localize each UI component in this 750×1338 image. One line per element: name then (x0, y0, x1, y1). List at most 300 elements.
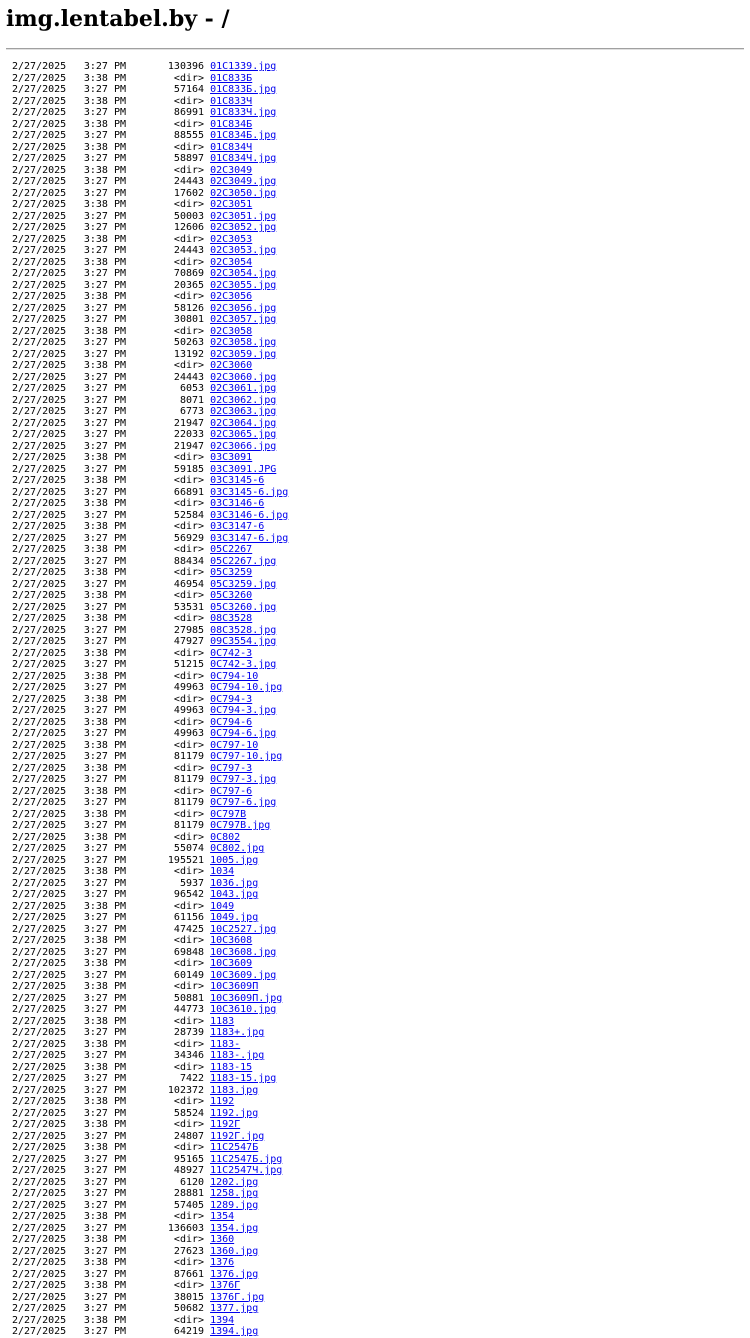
list-item (12, 326, 742, 338)
list-item (12, 728, 742, 740)
entry-link[interactable]: 03C3147-6.jpg (210, 532, 289, 544)
list-item (12, 1073, 742, 1085)
entry-date: 2/27/2025 (12, 854, 67, 866)
list-item (12, 395, 742, 407)
entry-link[interactable]: 01C833Б.jpg (210, 84, 277, 95)
list-item (12, 280, 742, 292)
entry-link[interactable]: 02C3065.jpg (210, 429, 277, 440)
entry-link[interactable]: 02C3064.jpg (210, 417, 277, 429)
entry-link[interactable]: 05C2267.jpg (210, 555, 277, 567)
entry-time: 3:27 PM (83, 176, 127, 187)
entry-link[interactable]: 1376.jpg (210, 1268, 259, 1280)
entry-link[interactable]: 02C3051.jpg (210, 210, 277, 222)
entry-time: 3:27 PM (83, 992, 127, 1004)
entry-link[interactable]: 0C797-10 (210, 739, 259, 751)
entry-date: 2/27/2025 (12, 1211, 67, 1222)
entry-date: 2/27/2025 (12, 624, 67, 636)
entry-time: 3:27 PM (83, 302, 127, 314)
entry-link[interactable]: 02C3058.jpg (210, 337, 277, 348)
entry-link[interactable]: 02C3053.jpg (210, 245, 277, 256)
entry-time: 3:27 PM (83, 797, 127, 808)
entry-date: 2/27/2025 (12, 843, 67, 854)
entry-link[interactable]: 1183.jpg (210, 1084, 259, 1096)
entry-size: 96542 (173, 889, 205, 900)
entry-size: <dir> (173, 866, 205, 877)
entry-time: 3:27 PM (83, 532, 127, 544)
list-item (12, 487, 742, 499)
entry-link[interactable]: 01C833Ч (210, 95, 253, 107)
entry-date: 2/27/2025 (12, 1027, 67, 1038)
entry-date: 2/27/2025 (12, 360, 67, 371)
entry-size: 81179 (173, 797, 205, 808)
entry-time: 3:27 PM (83, 1222, 127, 1234)
entry-link[interactable]: 02C3059.jpg (210, 348, 277, 360)
entry-link[interactable]: 11C2547Б (210, 1142, 259, 1153)
entry-link[interactable]: 02C3050.jpg (210, 187, 277, 199)
list-item (12, 1085, 742, 1097)
list-item (12, 993, 742, 1005)
entry-time: 3:38 PM (83, 647, 127, 659)
entry-date: 2/27/2025 (12, 774, 67, 785)
list-item (12, 1119, 742, 1131)
entry-link[interactable]: 1036.jpg (210, 877, 259, 889)
entry-date: 2/27/2025 (12, 923, 67, 935)
list-item (12, 636, 742, 648)
entry-link[interactable]: 02C3049.jpg (210, 176, 277, 187)
entry-link[interactable]: 0C797-3 (210, 762, 253, 774)
list-item (12, 1234, 742, 1246)
entry-date: 2/27/2025 (12, 463, 67, 475)
entry-link[interactable]: 02C3053 (210, 233, 253, 245)
entry-link[interactable]: 0C794-3.jpg (210, 705, 277, 716)
list-item (12, 73, 742, 85)
entry-time: 3:27 PM (83, 1107, 127, 1119)
entry-link[interactable]: 01C1339.jpg (210, 61, 277, 72)
list-item (12, 947, 742, 959)
entry-time: 3:38 PM (83, 935, 127, 946)
entry-time: 3:27 PM (83, 601, 127, 613)
entry-link[interactable]: 02C3057.jpg (210, 314, 277, 325)
entry-link[interactable]: 1394.jpg (210, 1326, 259, 1337)
entry-size: 8071 (179, 394, 205, 406)
entry-size: <dir> (173, 1061, 205, 1073)
entry-time: 3:27 PM (83, 1130, 127, 1142)
list-item (12, 648, 742, 660)
entry-link[interactable]: 1049.jpg (210, 912, 259, 923)
entry-link[interactable]: 01C834Б.jpg (210, 130, 277, 141)
list-item (12, 958, 742, 970)
entry-size: 49963 (173, 728, 205, 739)
entry-time: 3:27 PM (83, 1188, 127, 1199)
list-item (12, 475, 742, 487)
entry-date: 2/27/2025 (12, 417, 67, 429)
entry-link[interactable]: 05C3260.jpg (210, 601, 277, 613)
entry-time: 3:27 PM (83, 486, 127, 498)
entry-time: 3:27 PM (83, 659, 127, 670)
list-item (12, 1280, 742, 1292)
list-item (12, 682, 742, 694)
entry-link[interactable]: 1183-15.jpg (210, 1073, 277, 1084)
entry-size: 50263 (173, 337, 205, 348)
entry-link[interactable]: 1192Г (210, 1119, 241, 1130)
entry-date: 2/27/2025 (12, 555, 67, 567)
entry-link[interactable]: 05C3259 (210, 567, 253, 578)
entry-time: 3:38 PM (83, 256, 127, 268)
entry-link[interactable]: 10C3609.jpg (210, 969, 277, 981)
entry-time: 3:27 PM (83, 222, 127, 233)
entry-date: 2/27/2025 (12, 785, 67, 797)
entry-time: 3:38 PM (83, 1211, 127, 1222)
list-item (12, 452, 742, 464)
entry-size: 24443 (173, 245, 205, 256)
entry-link[interactable]: 1394 (210, 1314, 235, 1326)
entry-link[interactable]: 0C797-6 (210, 785, 253, 797)
list-item (12, 843, 742, 855)
entry-link[interactable]: 1049 (210, 900, 235, 912)
entry-link[interactable]: 1376Г.jpg (210, 1291, 265, 1303)
list-item (12, 1165, 742, 1177)
entry-time: 3:27 PM (83, 946, 127, 958)
entry-link[interactable]: 09C3554.jpg (210, 636, 277, 647)
entry-link[interactable]: 0C802 (210, 831, 241, 843)
list-item (12, 441, 742, 453)
entry-link[interactable]: 10C3608 (210, 935, 253, 946)
entry-link[interactable]: 1192.jpg (210, 1107, 259, 1119)
entry-size: <dir> (173, 1119, 205, 1130)
entry-link[interactable]: 03C3145-6 (210, 475, 265, 486)
entry-date: 2/27/2025 (12, 1165, 67, 1176)
entry-link[interactable]: 05C3260 (210, 590, 253, 601)
entry-link[interactable]: 05C2267 (210, 544, 253, 555)
entry-time: 3:38 PM (83, 1061, 127, 1073)
entry-size: <dir> (173, 1015, 205, 1027)
entry-time: 3:27 PM (83, 1176, 127, 1188)
entry-link[interactable]: 01C833Б (210, 72, 253, 84)
entry-date: 2/27/2025 (12, 394, 67, 406)
entry-size: <dir> (173, 1314, 205, 1326)
entry-time: 3:27 PM (83, 1245, 127, 1257)
entry-link[interactable]: 1183+.jpg (210, 1027, 265, 1038)
entry-size: 5937 (179, 877, 205, 889)
entry-link[interactable]: 02C3058 (210, 325, 253, 337)
entry-link[interactable]: 10C2527.jpg (210, 923, 277, 935)
list-item (12, 257, 742, 269)
entry-link[interactable]: 03C3145-6.jpg (210, 486, 289, 498)
entry-time: 3:38 PM (83, 360, 127, 371)
entry-link[interactable]: 1360 (210, 1234, 235, 1245)
entry-size: 61156 (173, 912, 205, 923)
entry-link[interactable]: 03C3146-6 (210, 498, 265, 509)
list-item (12, 671, 742, 683)
entry-size: <dir> (173, 452, 205, 463)
entry-time: 3:38 PM (83, 475, 127, 486)
entry-date: 2/27/2025 (12, 164, 67, 176)
list-item (12, 924, 742, 936)
entry-time: 3:27 PM (83, 1027, 127, 1038)
entry-size: 58897 (173, 153, 205, 164)
entry-link[interactable]: 1376Г (210, 1280, 241, 1291)
entry-size: 27623 (173, 1245, 205, 1257)
entry-link[interactable]: 01C833Ч.jpg (210, 107, 277, 118)
entry-link[interactable]: 1360.jpg (210, 1245, 259, 1257)
list-item (12, 1142, 742, 1154)
entry-link[interactable]: 10C3609 (210, 958, 253, 969)
entry-link[interactable]: 10C3609П.jpg (210, 992, 283, 1004)
entry-time: 3:38 PM (83, 785, 127, 797)
entry-date: 2/27/2025 (12, 935, 67, 946)
entry-size: <dir> (173, 233, 205, 245)
entry-link[interactable]: 1183 (210, 1015, 235, 1027)
entry-time: 3:38 PM (83, 670, 127, 682)
entry-link[interactable]: 0C794-6 (210, 716, 253, 728)
entry-link[interactable]: 1005.jpg (210, 854, 259, 866)
entry-link[interactable]: 0C797-6.jpg (210, 797, 277, 808)
entry-date: 2/27/2025 (12, 233, 67, 245)
entry-size: 102372 (167, 1084, 205, 1096)
entry-link[interactable]: 01C834Б (210, 118, 253, 130)
entry-link[interactable]: 02C3062.jpg (210, 394, 277, 406)
entry-link[interactable]: 02C3054 (210, 256, 253, 268)
entry-size: <dir> (173, 118, 205, 130)
entry-link[interactable]: 0C742-3 (210, 647, 253, 659)
entry-date: 2/27/2025 (12, 1050, 67, 1061)
entry-date: 2/27/2025 (12, 314, 67, 325)
entry-link[interactable]: 02C3060.jpg (210, 371, 277, 383)
entry-size: 56929 (173, 532, 205, 544)
entry-date: 2/27/2025 (12, 831, 67, 843)
entry-time: 3:27 PM (83, 877, 127, 889)
entry-size: 44773 (173, 1004, 205, 1015)
entry-link[interactable]: 1034 (210, 866, 235, 877)
entry-link[interactable]: 1377.jpg (210, 1303, 259, 1314)
entry-size: <dir> (173, 325, 205, 337)
entry-time: 3:27 PM (83, 1004, 127, 1015)
entry-link[interactable]: 10C3608.jpg (210, 946, 277, 958)
entry-link[interactable]: 10C3610.jpg (210, 1004, 277, 1015)
entry-size: 21947 (173, 440, 205, 452)
entry-size: 60149 (173, 969, 205, 981)
entry-size: 69848 (173, 946, 205, 958)
entry-time: 3:27 PM (83, 509, 127, 521)
entry-link[interactable]: 01C834Ч (210, 141, 253, 153)
list-item (12, 222, 742, 234)
entry-link[interactable]: 1354.jpg (210, 1222, 259, 1234)
list-item (12, 855, 742, 867)
entry-size: <dir> (173, 613, 205, 624)
list-item (12, 1131, 742, 1143)
entry-link[interactable]: 02C3055.jpg (210, 279, 277, 291)
entry-date: 2/27/2025 (12, 256, 67, 268)
entry-size: 58524 (173, 1107, 205, 1119)
entry-date: 2/27/2025 (12, 728, 67, 739)
entry-size: 195521 (167, 854, 205, 866)
list-item (12, 820, 742, 832)
divider (6, 48, 744, 50)
entry-date: 2/27/2025 (12, 636, 67, 647)
entry-date: 2/27/2025 (12, 245, 67, 256)
list-item (12, 786, 742, 798)
entry-size: 130396 (167, 61, 205, 72)
list-item (12, 1315, 742, 1327)
entry-link[interactable]: 0C794-3 (210, 693, 253, 705)
entry-time: 3:27 PM (83, 383, 127, 394)
list-item (12, 1004, 742, 1016)
entry-link[interactable]: 1258.jpg (210, 1188, 259, 1199)
entry-time: 3:27 PM (83, 153, 127, 164)
entry-date: 2/27/2025 (12, 291, 67, 302)
entry-link[interactable]: 03C3147-6 (210, 521, 265, 532)
entry-link[interactable]: 0C794-10 (210, 670, 259, 682)
entry-date: 2/27/2025 (12, 1245, 67, 1257)
entry-link[interactable]: 02C3049 (210, 164, 253, 176)
list-item (12, 866, 742, 878)
entry-time: 3:38 PM (83, 544, 127, 555)
entry-link[interactable]: 05C3259.jpg (210, 578, 277, 590)
entry-size: <dir> (173, 567, 205, 578)
list-item (12, 303, 742, 315)
entry-link[interactable]: 1289.jpg (210, 1199, 259, 1211)
entry-size: <dir> (173, 498, 205, 509)
entry-date: 2/27/2025 (12, 199, 67, 210)
list-item (12, 418, 742, 430)
entry-time: 3:27 PM (83, 268, 127, 279)
list-item (12, 705, 742, 717)
entry-time: 3:38 PM (83, 1096, 127, 1107)
entry-date: 2/27/2025 (12, 337, 67, 348)
entry-size: 70869 (173, 268, 205, 279)
entry-date: 2/27/2025 (12, 1188, 67, 1199)
entry-link[interactable]: 02C3066.jpg (210, 440, 277, 452)
entry-time: 3:38 PM (83, 233, 127, 245)
entry-date: 2/27/2025 (12, 1130, 67, 1142)
list-item (12, 1154, 742, 1166)
entry-link[interactable]: 0C794-10.jpg (210, 682, 283, 693)
list-item (12, 797, 742, 809)
entry-size: 88555 (173, 130, 205, 141)
list-item (12, 337, 742, 349)
entry-link[interactable]: 0C797В.jpg (210, 820, 271, 831)
entry-link[interactable]: 02C3054.jpg (210, 268, 277, 279)
entry-link[interactable]: 1376 (210, 1257, 235, 1268)
entry-link[interactable]: 0C802.jpg (210, 843, 265, 854)
entry-time: 3:38 PM (83, 958, 127, 969)
entry-date: 2/27/2025 (12, 1084, 67, 1096)
entry-link[interactable]: 11C2547Б.jpg (210, 1153, 283, 1165)
entry-link[interactable]: 02C3061.jpg (210, 383, 277, 394)
entry-link[interactable]: 01C834Ч.jpg (210, 153, 277, 164)
list-item (12, 1200, 742, 1212)
entry-size: 49963 (173, 705, 205, 716)
entry-time: 3:27 PM (83, 187, 127, 199)
entry-link[interactable]: 0C794-6.jpg (210, 728, 277, 739)
entry-link[interactable]: 08C3528 (210, 613, 253, 624)
entry-link[interactable]: 03C3091.JPG (210, 463, 277, 475)
list-item (12, 935, 742, 947)
entry-date: 2/27/2025 (12, 440, 67, 452)
directory-listing (12, 61, 742, 1338)
entry-link[interactable]: 1043.jpg (210, 889, 259, 900)
entry-date: 2/27/2025 (12, 268, 67, 279)
entry-time: 3:38 PM (83, 567, 127, 578)
entry-date: 2/27/2025 (12, 429, 67, 440)
entry-size: <dir> (173, 199, 205, 210)
entry-time: 3:27 PM (83, 371, 127, 383)
entry-time: 3:38 PM (83, 739, 127, 751)
entry-link[interactable]: 0C797-3.jpg (210, 774, 277, 785)
entry-time: 3:38 PM (83, 693, 127, 705)
entry-link[interactable]: 1183-.jpg (210, 1050, 265, 1061)
entry-time: 3:27 PM (83, 843, 127, 854)
entry-link[interactable]: 08C3528.jpg (210, 624, 277, 636)
list-item (12, 533, 742, 545)
list-item (12, 510, 742, 522)
entry-time: 3:27 PM (83, 130, 127, 141)
entry-link[interactable]: 1192Г.jpg (210, 1130, 265, 1142)
entry-date: 2/27/2025 (12, 1257, 67, 1268)
entry-link[interactable]: 1183-15 (210, 1061, 253, 1073)
entry-link[interactable]: 1183- (210, 1038, 241, 1050)
entry-link[interactable]: 0C742-3.jpg (210, 659, 277, 670)
entry-date: 2/27/2025 (12, 176, 67, 187)
entry-size: 81179 (173, 820, 205, 831)
list-item (12, 774, 742, 786)
entry-link[interactable]: 1192 (210, 1096, 235, 1107)
entry-size: 49963 (173, 682, 205, 693)
entry-size: 58126 (173, 302, 205, 314)
entry-link[interactable]: 0C797-10.jpg (210, 751, 283, 762)
entry-date: 2/27/2025 (12, 601, 67, 613)
entry-link[interactable]: 1202.jpg (210, 1176, 259, 1188)
entry-link[interactable]: 11C2547Ч.jpg (210, 1165, 283, 1176)
list-item (12, 717, 742, 729)
list-item (12, 1062, 742, 1074)
entry-link[interactable]: 1354 (210, 1211, 235, 1222)
entry-size: 81179 (173, 751, 205, 762)
entry-size: <dir> (173, 739, 205, 751)
entry-link[interactable]: 02C3052.jpg (210, 222, 277, 233)
list-item (12, 625, 742, 637)
entry-size: <dir> (173, 72, 205, 84)
entry-size: <dir> (173, 981, 205, 992)
entry-date: 2/27/2025 (12, 153, 67, 164)
entry-size: <dir> (173, 544, 205, 555)
list-item (12, 1016, 742, 1028)
entry-date: 2/27/2025 (12, 107, 67, 118)
entry-date: 2/27/2025 (12, 187, 67, 199)
entry-time: 3:27 PM (83, 636, 127, 647)
entry-time: 3:38 PM (83, 1015, 127, 1027)
entry-link[interactable]: 02C3051 (210, 199, 253, 210)
list-item (12, 544, 742, 556)
entry-link[interactable]: 02C3063.jpg (210, 406, 277, 417)
list-item (12, 1257, 742, 1269)
list-item (12, 901, 742, 913)
list-item (12, 1177, 742, 1189)
entry-link[interactable]: 02C3056.jpg (210, 302, 277, 314)
list-item (12, 832, 742, 844)
entry-link[interactable]: 03C3146-6.jpg (210, 509, 289, 521)
entry-time: 3:27 PM (83, 463, 127, 475)
entry-date: 2/27/2025 (12, 889, 67, 900)
entry-link[interactable]: 03C3091 (210, 452, 253, 463)
entry-link[interactable]: 0C797В (210, 808, 247, 820)
entry-link[interactable]: 02C3056 (210, 291, 253, 302)
entry-link[interactable]: 02C3060 (210, 360, 253, 371)
entry-size: <dir> (173, 1142, 205, 1153)
list-item (12, 142, 742, 154)
entry-link[interactable]: 10C3609П (210, 981, 259, 992)
list-item (12, 464, 742, 476)
